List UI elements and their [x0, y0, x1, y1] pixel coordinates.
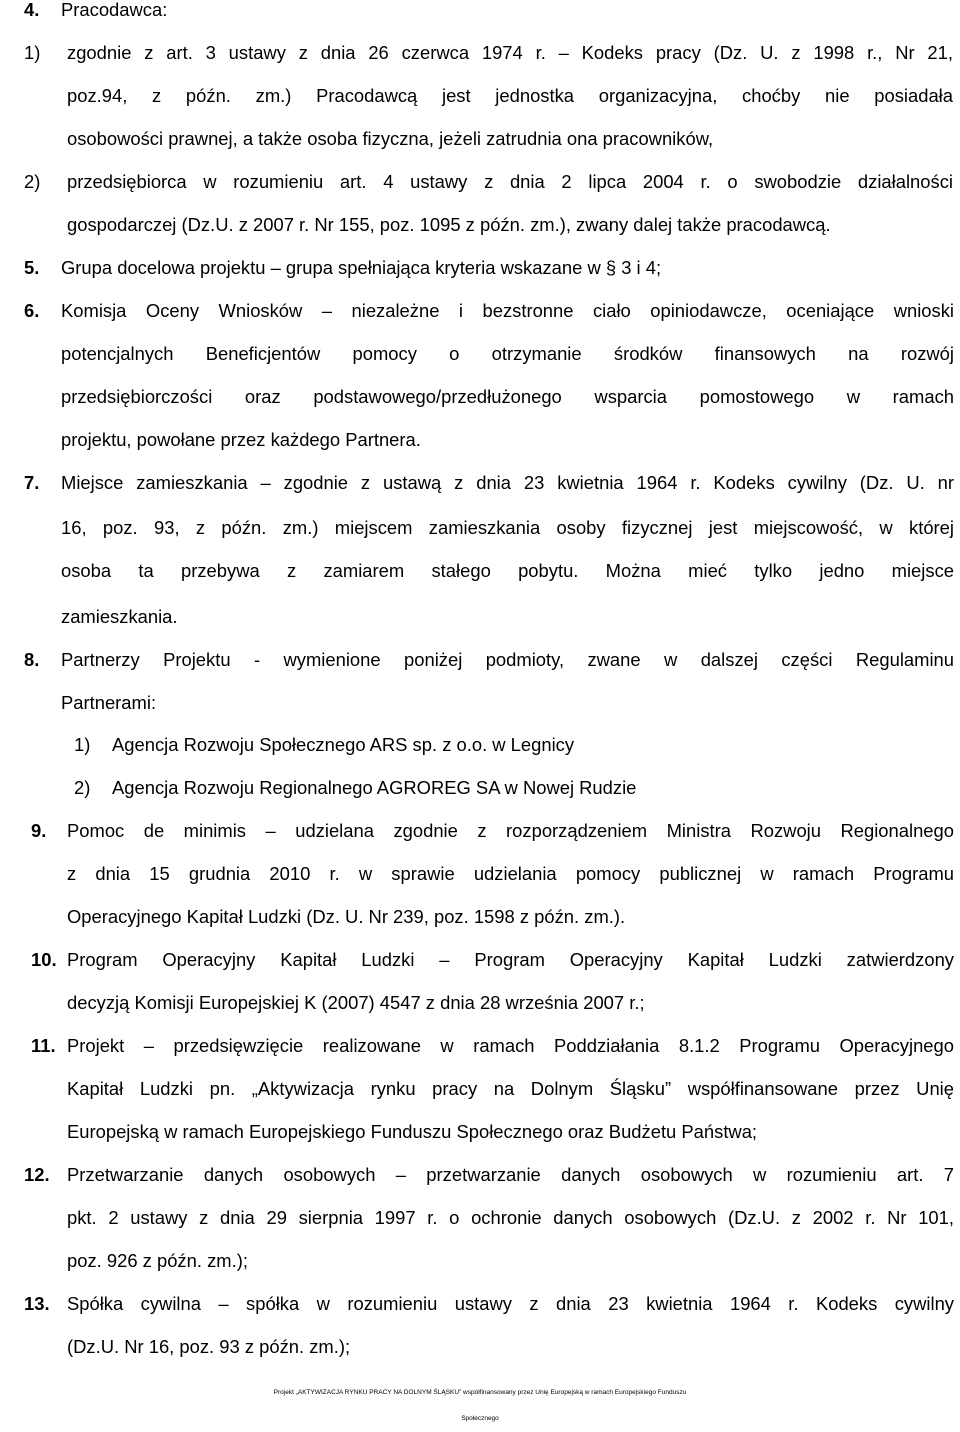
section-13-line-2: (Dz.U. Nr 16, poz. 93 z późn. zm.); — [67, 1336, 351, 1357]
footer-line-1: Projekt „AKTYWIZACJA RYNKU PRACY NA DOLNYM ŚLĄSKU” współfinansowany przez Unię Europejską w ramach Europejskiego Funduszu — [273, 1389, 687, 1396]
partner-2-name: Agencja Rozwoju Regionalnego AGROREG SA w Nowej Rudzie — [112, 777, 637, 798]
section-10-line-2: decyzją Komisji Europejskiej K (2007) 4547 z dnia 28 września 2007 r.; — [67, 992, 645, 1013]
section-11-line-1: Projekt – przedsięwzięcie realizowane w ramach Poddziałania 8.1.2 Programu Operacyjnego — [67, 1035, 954, 1056]
section-4-item-1-line-2: poz.94, z późn. zm.) Pracodawcą jest jednostka organizacyjna, choćby nie posiadała — [67, 85, 953, 106]
section-11-line-3: Europejską w ramach Europejskiego Funduszu Społecznego oraz Budżetu Państwa; — [67, 1121, 758, 1142]
section-4-number: 4. — [24, 0, 40, 20]
section-5-number: 5. — [24, 257, 40, 278]
section-9-line-2: z dnia 15 grudnia 2010 r. w sprawie udzielania pomocy publicznej w ramach Programu — [67, 863, 954, 884]
section-4-heading: Pracodawca: — [61, 0, 168, 20]
section-6-number: 6. — [24, 300, 40, 321]
section-6-line-2: potencjalnych Beneficjentów pomocy o otrzymanie środków finansowych na rozwój — [61, 343, 954, 364]
section-4-item-2-line-2: gospodarczej (Dz.U. z 2007 r. Nr 155, poz. 1095 z późn. zm.), zwany dalej także pracodawcą. — [67, 214, 831, 235]
section-5-line-1: Grupa docelowa projektu – grupa spełniająca kryteria wskazane w § 3 i 4; — [61, 257, 662, 278]
section-12-line-2: pkt. 2 ustawy z dnia 29 sierpnia 1997 r. o ochronie danych osobowych (Dz.U. z 2002 r. Nr 101, — [67, 1207, 954, 1228]
partner-1-number: 1) — [74, 734, 91, 755]
section-6-line-3: przedsiębiorczości oraz podstawowego/przedłużonego wsparcia pomostowego w ramach — [61, 386, 954, 407]
section-7-line-2: 16, poz. 93, z późn. zm.) miejscem zamieszkania osoby fizycznej jest miejscowość, w której — [61, 517, 954, 538]
footer-line-2: Społecznego — [461, 1415, 499, 1422]
section-12-number: 12. — [24, 1164, 50, 1185]
section-10-number: 10. — [31, 949, 57, 970]
section-7-number: 7. — [24, 472, 40, 493]
section-8-line-1: Partnerzy Projektu - wymienione poniżej podmioty, zwane w dalszej części Regulaminu — [61, 649, 954, 670]
section-4-item-1-line-3: osobowości prawnej, a także osoba fizyczna, jeżeli zatrudnia ona pracowników, — [67, 128, 714, 149]
section-6-line-1: Komisja Oceny Wniosków – niezależne i bezstronne ciało opiniodawcze, oceniające wnioski — [61, 300, 954, 321]
partner-1-name: Agencja Rozwoju Społecznego ARS sp. z o.o. w Legnicy — [112, 734, 575, 755]
partner-2-number: 2) — [74, 777, 91, 798]
section-9-number: 9. — [31, 820, 47, 841]
section-9-line-1: Pomoc de minimis – udzielana zgodnie z rozporządzeniem Ministra Rozwoju Regionalnego — [67, 820, 954, 841]
section-4-item-2-number: 2) — [24, 171, 41, 192]
section-9-line-3: Operacyjnego Kapitał Ludzki (Dz. U. Nr 239, poz. 1598 z późn. zm.). — [67, 906, 626, 927]
section-12-line-3: poz. 926 z późn. zm.); — [67, 1250, 248, 1271]
section-13-line-1: Spółka cywilna – spółka w rozumieniu ustawy z dnia 23 kwietnia 1964 r. Kodeks cywilny — [67, 1293, 954, 1314]
section-12-line-1: Przetwarzanie danych osobowych – przetwarzanie danych osobowych w rozumieniu art. 7 — [67, 1164, 954, 1185]
section-7-line-1: Miejsce zamieszkania – zgodnie z ustawą z dnia 23 kwietnia 1964 r. Kodeks cywilny (Dz. U. nr — [61, 472, 954, 493]
section-13-number: 13. — [24, 1293, 50, 1314]
section-8-number: 8. — [24, 649, 40, 670]
section-11-line-2: Kapitał Ludzki pn. „Aktywizacja rynku pracy na Dolnym Śląsku” współfinansowane przez Unię — [67, 1078, 954, 1099]
section-8-line-2: Partnerami: — [61, 692, 157, 713]
section-10-line-1: Program Operacyjny Kapitał Ludzki – Program Operacyjny Kapitał Ludzki zatwierdzony — [67, 949, 954, 970]
section-4-item-1-number: 1) — [24, 42, 41, 63]
section-6-line-4: projektu, powołane przez każdego Partnera. — [61, 429, 421, 450]
section-4-item-2-line-1: przedsiębiorca w rozumieniu art. 4 ustawy z dnia 2 lipca 2004 r. o swobodzie działalności — [67, 171, 953, 192]
section-4-item-1-line-1: zgodnie z art. 3 ustawy z dnia 26 czerwca 1974 r. – Kodeks pracy (Dz. U. z 1998 r., Nr 21, — [67, 42, 953, 63]
section-7-line-3: osoba ta przebywa z zamiarem stałego pobytu. Można mieć tylko jedno miejsce — [61, 560, 954, 581]
section-11-number: 11. — [31, 1035, 56, 1056]
section-7-line-4: zamieszkania. — [61, 606, 178, 627]
